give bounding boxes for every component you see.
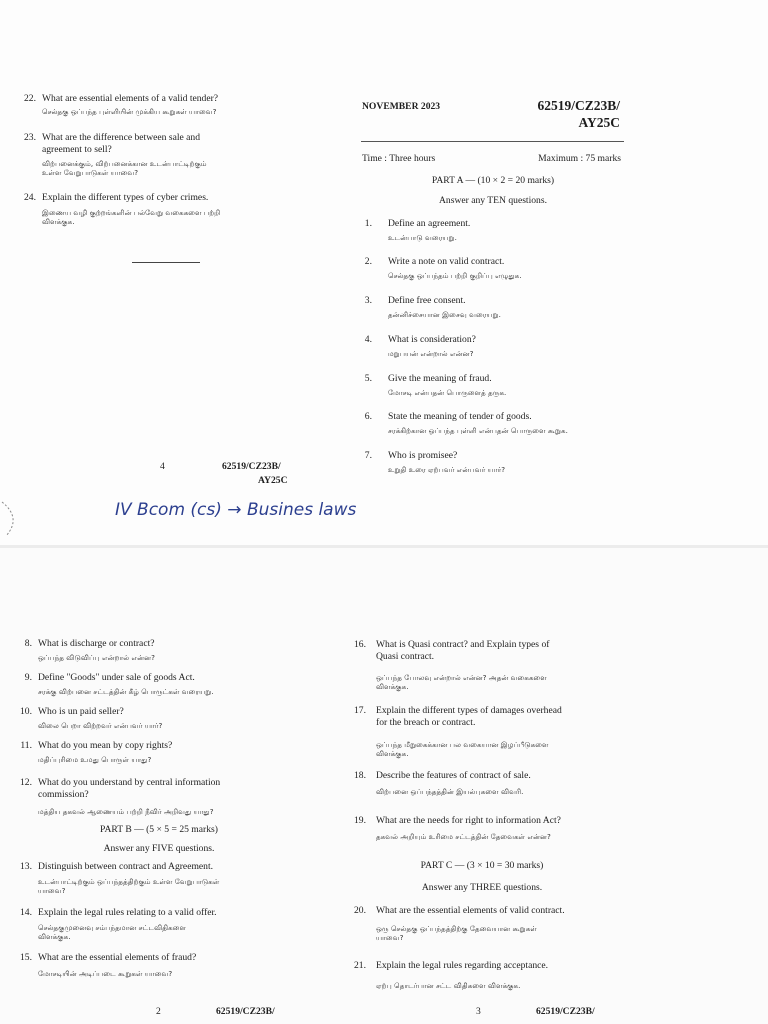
exam-month: NOVEMBER 2023 (362, 101, 441, 112)
question-14: 14. Explain the legal rules relating to a valid offer. செல்தகுமுனைவு சம்பந்தமான சட்டவிதிகளை விளக்குக. (20, 907, 217, 941)
exam-page-bottom (0, 548, 768, 1024)
question-9: 9. Define "Goods" under sale of goods Act. சரக்கு விற்பனை சட்டத்தின் கீழ் பொருட்கள் வரையறு. (24, 672, 214, 696)
question-7: 7. Who is promisee? உறுதி உரை ஏற்பவர் என்பவர் யார்? (364, 450, 506, 474)
question-17: 17. Explain the different types of damages overhead for the breach or contract. ஒப்பந்த மீறுகைக்கான பல வகையான இழப்பீடுகளை விளக்குக. (354, 705, 562, 758)
question-8: 8. What is discharge or contract? ஒப்பந்த விடுவிப்பு என்றால் என்ன? (24, 638, 155, 662)
question-6: 6. State the meaning of tender of goods. சரக்கிற்கான ஒப்பந்த புள்ளி என்பதன் பொருளை கூறுக. (364, 411, 568, 435)
question-3: 3. Define free consent. தன்னிச்சையான இசைவு வரையறு. (364, 295, 501, 319)
question-23: 23. What are the difference between sale and agreement to sell? விற்பனைக்கும், விற்பனைக்கான உடன்பாட்டிற்கும் உள்ள வேறுபாடுகள் யாவை? (24, 132, 207, 177)
question-11: 11. What do you mean by copy rights? மதிப்புரிமை உமது பொருள் யாது? (20, 740, 173, 764)
question-24: 24. Explain the different types of cyber crimes. இணைய வழி குற்றங்களின் பல்வேறு வகைகளை பற்றி விளக்குக. (24, 192, 221, 226)
question-2: 2. Write a note on valid contract. செல்தகு ஒப்பந்தம் பற்றி குறிப்பு எழுதுக. (364, 256, 522, 280)
question-16: 16. What is Quasi contract? and Explain types of Quasi contract. ஒப்பந்த போலவு என்றால் என்ன? அதன் வகைகளை விளக்குக. (354, 639, 550, 691)
footer-code-right: 62519/CZ23B/ (536, 1006, 595, 1017)
page-number: 4 (160, 461, 165, 472)
footer-code-left: 62519/CZ23B/ (216, 1006, 275, 1017)
page-number-left: 2 (156, 1006, 161, 1017)
question-19: 19. What are the needs for right to information Act? தகவல் அறியும் உரிமை சட்டத்தின் தேவைகள் என்ன? (354, 815, 561, 841)
part-b-heading: PART B — (5 × 5 = 25 marks) (100, 824, 218, 835)
part-a-heading: PART A — (10 × 2 = 20 marks) (431, 175, 555, 186)
question-10: 10. Who is un paid seller? விலை பெறா விற்றவர் என்பவர் யார்? (20, 706, 163, 730)
end-divider (132, 262, 200, 263)
time-label: Time : Three hours (362, 153, 436, 164)
part-b-instruction: Answer any FIVE questions. (103, 843, 215, 854)
paper-code: 62519/CZ23B/ (537, 98, 620, 113)
header-rule (361, 141, 624, 142)
question-4: 4. What is consideration? மறுபயன் என்றால் என்ன? (364, 334, 476, 358)
footer-code-suffix: AY25C (258, 475, 288, 486)
handwritten-note: IV Bcom (cs) → Busines laws (115, 500, 357, 520)
paper-edge-mark (0, 500, 30, 540)
paper-code-suffix: AY25C (578, 115, 620, 130)
question-5: 5. Give the meaning of fraud. மோசடி என்பதன் பொருளைத் தருக. (364, 373, 507, 397)
part-a-instruction: Answer any TEN questions. (438, 195, 547, 206)
part-c-instruction: Answer any THREE questions. (421, 882, 543, 893)
question-12: 12. What do you understand by central information commission? மத்திய தகவல் ஆணையம் பற்றி நீவிர் அறிவது யாது? (20, 777, 221, 816)
question-1: 1. Define an agreement. உடன்பாடு வரையறு. (364, 218, 471, 242)
question-22: 22. What are essential elements of a valid tender? செல்தகு ஒப்பந்த புள்ளியின் முக்கிய கூறுகள் யாவை? (24, 93, 219, 116)
question-21: 21. Explain the legal rules regarding acceptance. ஏற்பு தொடர்பான சட்ட விதிகளை விளக்குக. (354, 960, 549, 990)
max-marks-label: Maximum : 75 marks (538, 153, 621, 164)
page-number-right: 3 (476, 1006, 481, 1017)
footer-code: 62519/CZ23B/ (222, 461, 281, 472)
question-15: 15. What are the essential elements of fraud? மோசடியின் அடிப்படை கூறுகள் யாவை? (20, 952, 197, 978)
question-20: 20. What are the essential elements of valid contract. ஒரு செல்தகு ஒப்பந்தத்திற்கு தேவையான கூறுகள் யாவை? (354, 905, 565, 942)
question-18: 18. Describe the features of contract of sale. விற்பனை ஒப்பந்தத்தின் இயல்புகளை விவரி. (354, 770, 531, 796)
question-13: 13. Distinguish between contract and Agreement. உடன்பாட்டிற்கும் ஒப்பந்தத்திற்கும் உள்ள வேறுபாடுகள் யாவை? (20, 861, 220, 895)
part-c-heading: PART C — (3 × 10 = 30 marks) (420, 860, 544, 871)
